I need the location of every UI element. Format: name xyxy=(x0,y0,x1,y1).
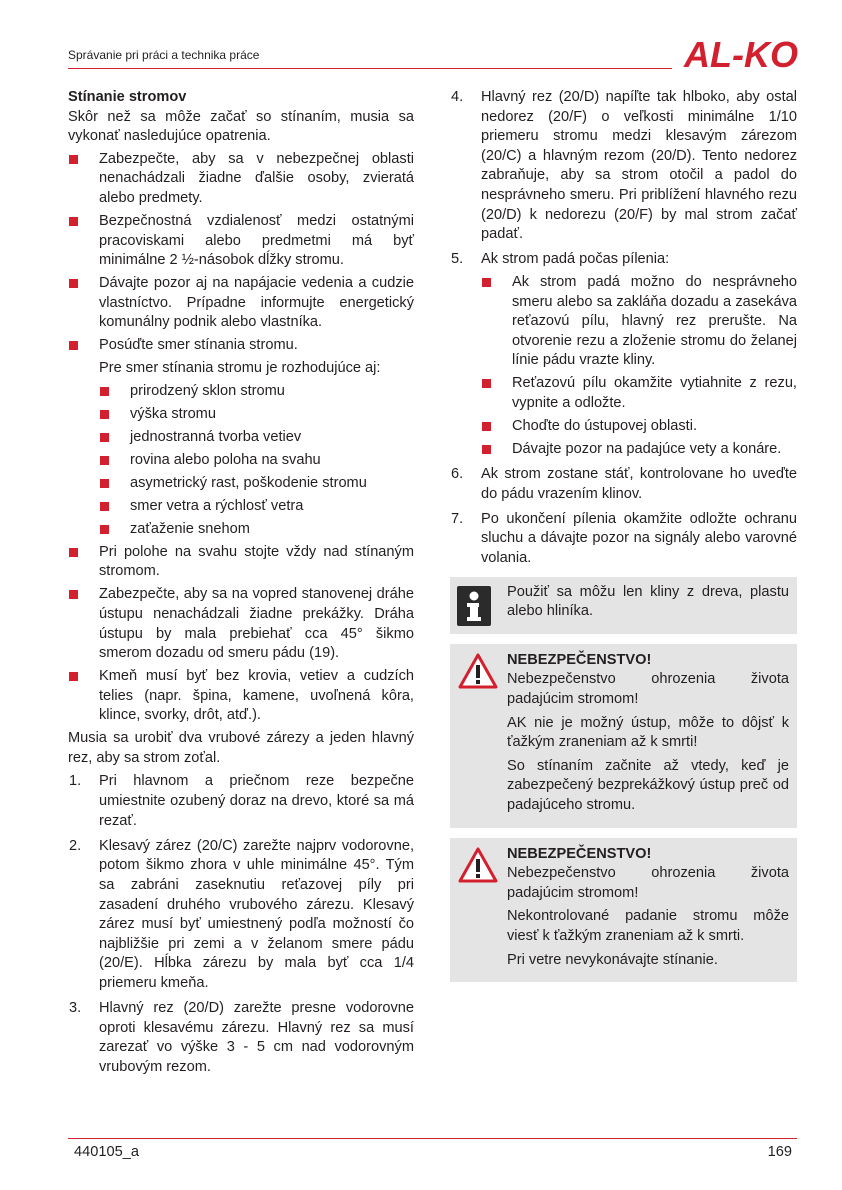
header-title: Správanie pri práci a technika práce xyxy=(68,48,260,62)
danger-box-1 xyxy=(450,644,797,828)
list-item: Pri polohe na svahu stojte vždy nad stínaným stromom. xyxy=(68,543,414,582)
warning-triangle-icon xyxy=(458,847,498,883)
alko-logo xyxy=(683,36,799,72)
step-text: Po ukončení pílenia okamžite odložte ochranu sluchu a dávajte pozor na signály alebo varovné volania. xyxy=(481,510,797,567)
step-text: Ak strom zostane stáť, kontrolovane ho uveďte do pádu vrazením klinov. xyxy=(481,466,797,502)
danger-text: Pri vetre nevykonávajte stínanie. xyxy=(507,951,718,968)
step-text: Pri hlavnom a priečnom reze bezpečne umiestnite ozubený doraz na drevo, ktoré sa má rezať. xyxy=(99,773,414,829)
step-text: Hlavný rez (20/D) zarežte presne vodorovne oproti klesavému zárezu. Hlavný rez sa musí zarezať vo výške 3 - 5 cm nad vodorovným vrubovým rezom. xyxy=(99,1000,414,1075)
step-text: Ak strom padá počas pílenia: xyxy=(481,251,670,268)
falling-tree-list xyxy=(481,273,797,460)
info-note-text: Použiť sa môžu len kliny z dreva, plastu alebo hliníka. xyxy=(507,583,789,620)
step-item xyxy=(450,250,797,459)
list-item: jednostranná tvorba vetiev xyxy=(99,428,414,448)
list-item: rovina alebo poloha na svahu xyxy=(99,451,414,471)
step-number: 7. xyxy=(451,510,464,527)
list-item: Dávajte pozor na padajúce vety a konáre. xyxy=(481,440,797,460)
list-item: Posúďte smer stínania stromu. xyxy=(68,336,414,356)
step-item xyxy=(68,837,414,994)
list-item: Bezpečnostná vzdialenosť medzi ostatnými pracoviskami alebo predmetmi má byť minimálne 2 ½-násobok dĺžky stromu. xyxy=(68,212,414,271)
step-text: Klesavý zárez (20/C) zarežte najprv vodorovne, potom šikmo zhora v uhle minimálne 45°. Tým sa zabráni zaseknutiu reťazovej píly pri zasadení druhého vrubového zárezu. Klesavý zárez musí byť umiestnený podľa možností čo najbližšie pri zemi a v želanom smere pádu (20/E). Hĺbka zárezu by mala byť cca 1/4 priemeru kmeňa. xyxy=(99,837,414,991)
safety-list xyxy=(68,543,414,726)
direction-factors-list xyxy=(99,382,414,540)
step-item xyxy=(68,772,414,831)
step-item xyxy=(450,465,797,504)
danger-text: Nekontrolované padanie stromu môže viesť k ťažkým zraneniam až k smrti. xyxy=(507,908,789,944)
page-number: 169 xyxy=(767,1144,792,1160)
steps-list-continued xyxy=(450,88,797,569)
info-icon xyxy=(457,586,491,626)
step-number: 2. xyxy=(69,837,82,854)
step-number: 1. xyxy=(69,773,82,790)
danger-text: Nebezpečenstvo ohrozenia života padajúcim stromom! xyxy=(507,671,789,707)
header-rule xyxy=(68,68,672,69)
danger-title: NEBEZPEČENSTVO! xyxy=(507,845,652,862)
danger-text: AK nie je možný ústup, môže to dôjsť k ťažkým zraneniam až k smrti! xyxy=(507,714,789,751)
precaution-list xyxy=(68,150,414,356)
intro-text: Skôr než sa môže začať so stínaním, musia sa vykonať nasledujúce opatrenia. xyxy=(68,108,414,145)
list-item: asymetrický rast, poškodenie stromu xyxy=(99,474,414,494)
list-item: Reťazovú pílu okamžite vytiahnite z rezu, vypnite a odložte. xyxy=(481,374,797,413)
danger-text: Nebezpečenstvo ohrozenia života padajúcim stromom! xyxy=(507,865,789,901)
list-item: Zabezpečte, aby sa na vopred stanovenej dráhe ústupu nenachádzali žiadne prekážky. Dráha ústupu by mala prebiehať cca 45° šikmo smerom dozadu od smeru pádu (19). xyxy=(68,585,414,663)
left-column xyxy=(68,88,414,1083)
document-number: 440105_a xyxy=(74,1144,139,1160)
danger-box-2 xyxy=(450,838,797,983)
steps-list xyxy=(68,772,414,1077)
step-item xyxy=(68,999,414,1077)
list-item: Zabezpečte, aby sa v nebezpečnej oblasti nenachádzali žiadne ďalšie osoby, zvieratá alebo predmety. xyxy=(68,150,414,209)
step-number: 3. xyxy=(69,1000,82,1017)
danger-text: So stínaním začnite až vtedy, keď je zabezpečený bezprekážkový ústup preč od padajúceho stromu. xyxy=(507,757,789,813)
list-item: smer vetra a rýchlosť vetra xyxy=(99,497,414,517)
list-item: Kmeň musí byť bez krovia, vetiev a cudzích telies (napr. špina, kamene, uvoľnená kôra, klince, svorky, drôt, atď.). xyxy=(68,667,414,726)
step-number: 5. xyxy=(451,251,464,268)
logo-text: AL-KO xyxy=(683,36,798,72)
danger-title: NEBEZPEČENSTVO! xyxy=(507,651,652,668)
list-item: Dávajte pozor aj na napájacie vedenia a cudzie vlastníctvo. Prípadne informujte energetický komunálny podnik alebo vlastníka. xyxy=(68,274,414,333)
step-number: 4. xyxy=(451,89,464,105)
list-item: Choďte do ústupovej oblasti. xyxy=(481,417,797,437)
cuts-intro: Musia sa urobiť dva vrubové zárezy a jeden hlavný rez, aby sa strom zoťal. xyxy=(68,730,414,766)
list-item: výška stromu xyxy=(99,405,414,425)
info-note-box xyxy=(450,577,797,634)
step-number: 6. xyxy=(451,466,464,483)
list-item: zaťaženie snehom xyxy=(99,520,414,540)
direction-intro: Pre smer stínania stromu je rozhodujúce aj: xyxy=(99,360,381,377)
section-title: Stínanie stromov xyxy=(68,89,187,105)
footer-rule xyxy=(68,1138,797,1139)
list-item: prirodzený sklon stromu xyxy=(99,382,414,402)
step-item xyxy=(450,88,797,245)
right-column xyxy=(450,88,797,982)
step-text: Hlavný rez (20/D) napíľte tak hlboko, aby ostal nedorez (20/F) o veľkosti minimálne 1/10 priemeru stromu medzi klesavým zárezom (20/C) a hlavným rezom (20/D). Tento nedorez zabraňuje, aby sa strom otočil a padol do nesprávneho smeru. Pri priblížení hlavného rezu (20/D) k nedorezu (20/F) by mal strom začať padať. xyxy=(481,89,797,243)
list-item: Ak strom padá možno do nesprávneho smeru alebo sa zakláňa dozadu a zasekáva reťazovú pílu, hlavný rez prerušte. Na otvorenie rezu a zloženie stromu do želanej línie pádu vrazte kliny. xyxy=(481,273,797,371)
warning-triangle-icon xyxy=(458,653,498,689)
step-item xyxy=(450,510,797,569)
